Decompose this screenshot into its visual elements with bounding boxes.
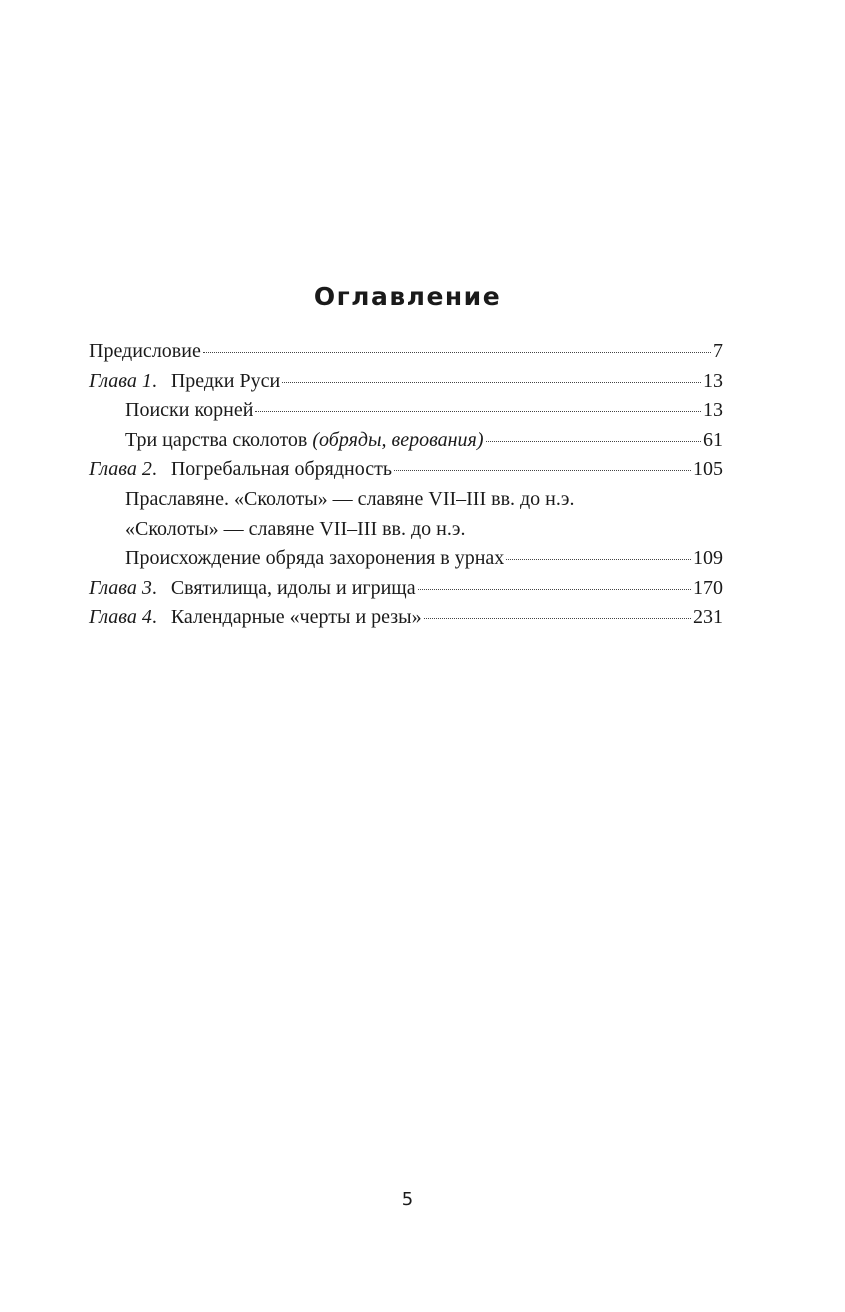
dot-leader	[506, 559, 691, 560]
toc-entry-title: Праславяне. «Сколоты» — славяне VII–III вв. до н.э.	[125, 487, 575, 510]
toc-page-number: 170	[693, 576, 723, 599]
dot-leader	[394, 470, 691, 471]
toc-entry-title: Календарные «черты и резы»	[170, 606, 422, 629]
dot-leader	[424, 618, 691, 619]
toc-page-number: 7	[713, 340, 723, 362]
toc-entry-title: «Сколоты» — славяне VII–III вв. до н.э.	[125, 517, 466, 540]
chapter-period: .	[151, 458, 157, 481]
table-of-contents	[89, 340, 723, 636]
page-title: Оглавление	[313, 282, 502, 311]
dot-leader	[203, 352, 711, 353]
dot-leader	[255, 411, 701, 412]
chapter-period: .	[151, 606, 157, 629]
toc-entry-title: Святилища, идолы и игрища	[170, 576, 416, 599]
chapter-label: Глава 4	[89, 606, 152, 629]
toc-entry-title: Погребальная обрядность	[170, 458, 392, 481]
chapter-label: Глава 3	[89, 576, 152, 599]
toc-entry-chapter-2[interactable]	[89, 458, 723, 488]
toc-entry-preface[interactable]	[89, 340, 723, 370]
toc-page-number: 61	[703, 428, 723, 451]
toc-entry-chapter-4[interactable]	[89, 606, 723, 636]
dot-leader	[418, 589, 691, 590]
chapter-period: .	[151, 576, 157, 599]
toc-page-number: 105	[693, 458, 723, 481]
toc-entry-title: Предисловие	[89, 340, 201, 362]
chapter-period: .	[151, 369, 157, 392]
toc-entry-chapter-3[interactable]	[89, 577, 723, 607]
toc-page-number: 109	[693, 547, 723, 570]
toc-page-number: 231	[693, 606, 723, 629]
toc-entry-title: Предки Руси	[170, 369, 281, 392]
toc-entry-section[interactable]	[89, 429, 723, 459]
toc-entry-section[interactable]	[89, 547, 723, 577]
toc-entry-title-italic: (обряды, верования)	[312, 428, 484, 451]
dot-leader	[282, 382, 701, 383]
page-number: 5	[401, 1189, 414, 1210]
toc-page-number: 13	[703, 369, 723, 392]
toc-entry-title: Поиски корней	[125, 399, 254, 422]
toc-page-number: 13	[703, 399, 723, 422]
toc-entry-title: Происхождение обряда захоронения в урнах	[125, 547, 505, 570]
toc-entry-section[interactable]	[89, 488, 723, 518]
toc-entry-section[interactable]	[89, 399, 723, 429]
toc-entry-section[interactable]	[89, 518, 723, 548]
dot-leader	[486, 441, 701, 442]
chapter-label: Глава 1	[89, 369, 152, 392]
chapter-label: Глава 2	[89, 458, 152, 481]
toc-entry-title: Три царства сколотов	[125, 428, 313, 451]
toc-entry-chapter-1[interactable]	[89, 370, 723, 400]
